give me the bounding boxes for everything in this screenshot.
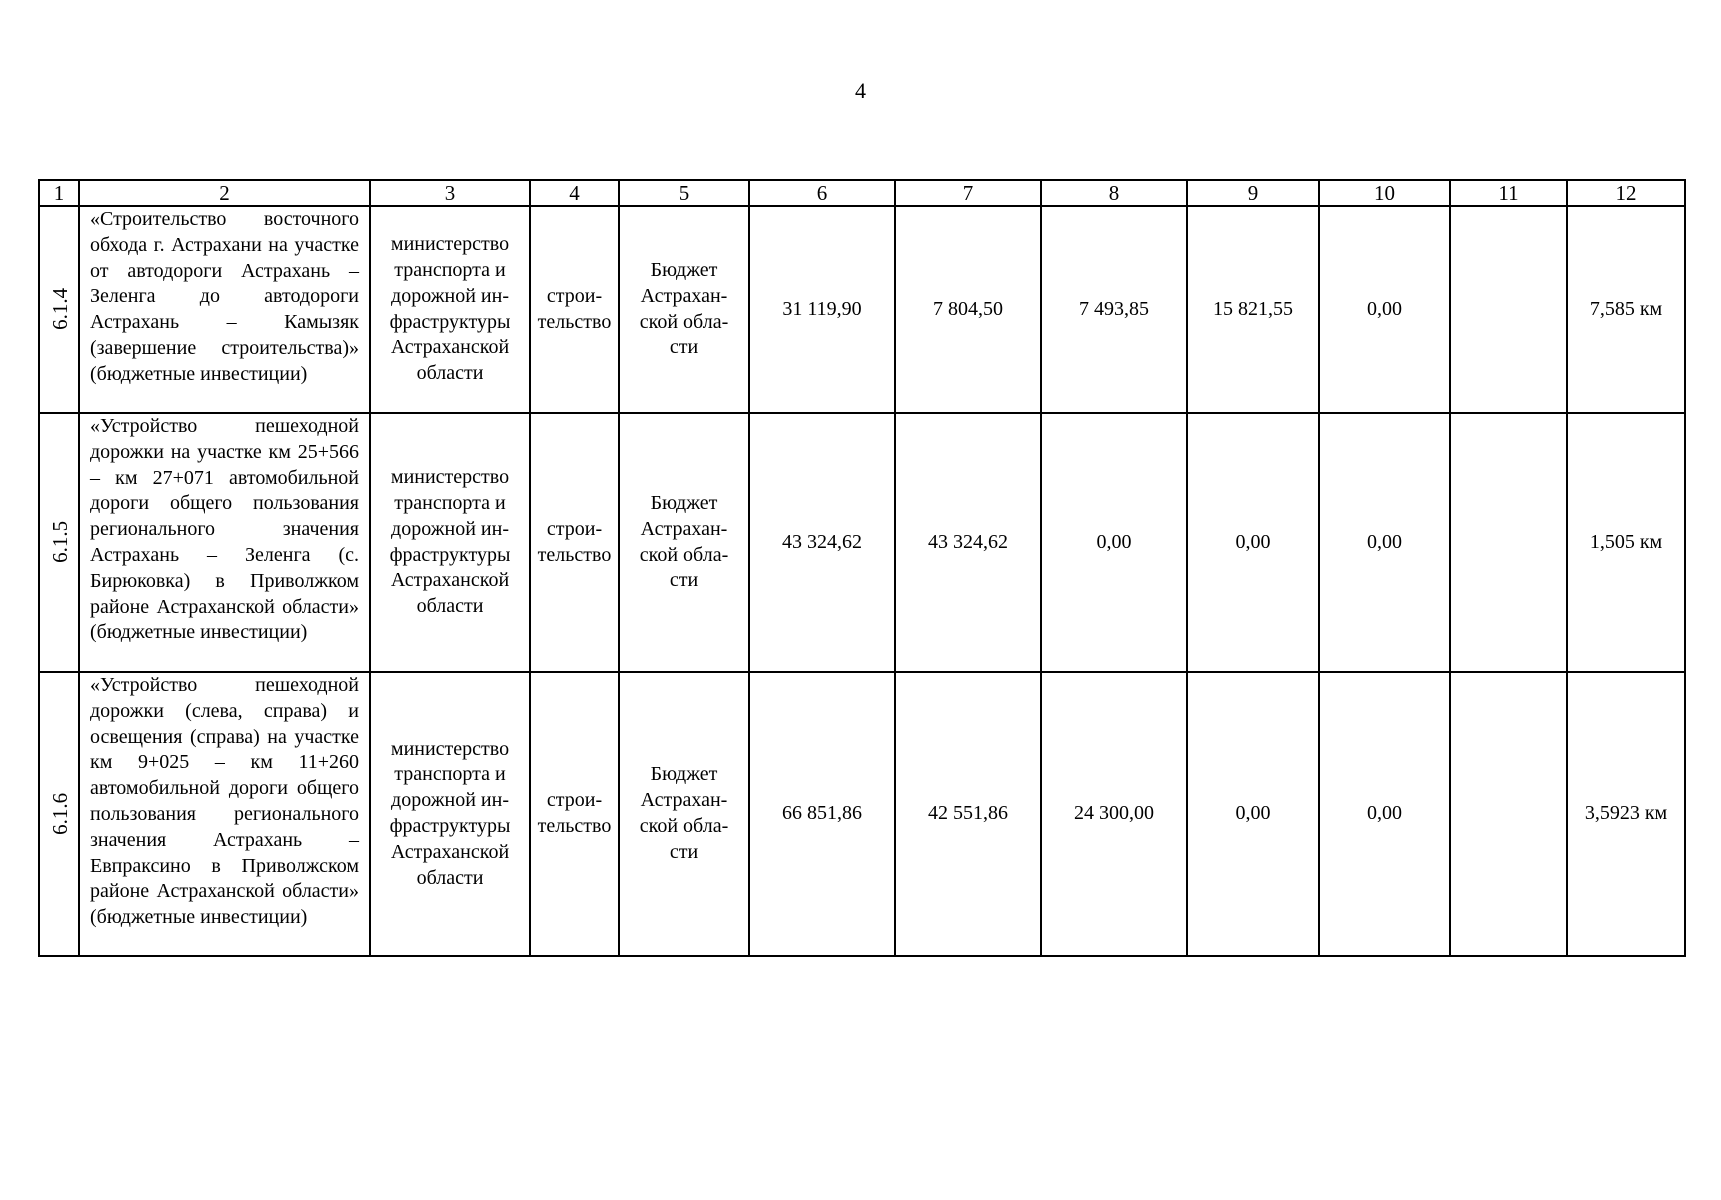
amount-col7: 43 324,62	[895, 413, 1041, 672]
work-type: строи- тельство	[530, 413, 619, 672]
column-header: 10	[1319, 180, 1450, 206]
row-number-cell	[39, 672, 79, 956]
amount-col9: 0,00	[1187, 672, 1319, 956]
amount-col9: 0,00	[1187, 413, 1319, 672]
project-name: «Строительство восточного обхода г. Астрахани на участке от автодороги Астрахань – Зеленга до автодороги Астрахань – Камызяк (завершение строительства)» (бюджетные инвестиции)	[79, 206, 370, 413]
executor: министерство транспорта и дорожной ин- фраструктуры Астраханской области	[370, 206, 530, 413]
row-number-cell	[39, 413, 79, 672]
column-header: 8	[1041, 180, 1187, 206]
table-header	[39, 180, 1685, 206]
column-header: 5	[619, 180, 749, 206]
column-header: 9	[1187, 180, 1319, 206]
amount-col7: 7 804,50	[895, 206, 1041, 413]
total-amount: 66 851,86	[749, 672, 895, 956]
header-row	[39, 180, 1685, 206]
column-header: 4	[530, 180, 619, 206]
work-type: строи- тельство	[530, 206, 619, 413]
row-number: 6.1.5	[48, 520, 73, 563]
budget-table	[38, 179, 1686, 957]
amount-col9: 15 821,55	[1187, 206, 1319, 413]
funding-source: Бюджет Астрахан- ской обла- сти	[619, 413, 749, 672]
amount-col10: 0,00	[1319, 413, 1450, 672]
amount-col11	[1450, 672, 1567, 956]
total-amount: 31 119,90	[749, 206, 895, 413]
project-name: «Устройство пешеходной дорожки (слева, справа) и освещения (справа) на участке км 9+025 – км 11+260 автомобильной дороги общего пользования регионального значения Астрахань – Евпраксино в Приволжском районе Астраханской области» (бюджетные инвестиции)	[79, 672, 370, 956]
column-header: 1	[39, 180, 79, 206]
row-number: 6.1.4	[48, 287, 73, 330]
amount-col10: 0,00	[1319, 206, 1450, 413]
page-number: 4	[855, 78, 866, 103]
project-name: «Устройство пешеходной дорожки на участке км 25+566 – км 27+071 автомобильной дороги общего пользования регионального значения Астрахань – Зеленга (с. Бирюковка) в Приволжком районе Астраханской области» (бюджетные инвестиции)	[79, 413, 370, 672]
executor: министерство транспорта и дорожной ин- фраструктуры Астраханской области	[370, 413, 530, 672]
amount-col8: 7 493,85	[1041, 206, 1187, 413]
length-value: 1,505 км	[1567, 413, 1685, 672]
column-header: 2	[79, 180, 370, 206]
column-header: 6	[749, 180, 895, 206]
work-type: строи- тельство	[530, 672, 619, 956]
column-header: 11	[1450, 180, 1567, 206]
executor: министерство транспорта и дорожной ин- фраструктуры Астраханской области	[370, 672, 530, 956]
amount-col8: 0,00	[1041, 413, 1187, 672]
column-header: 7	[895, 180, 1041, 206]
row-number: 6.1.6	[48, 792, 73, 835]
length-value: 3,5923 км	[1567, 672, 1685, 956]
funding-source: Бюджет Астрахан- ской обла- сти	[619, 206, 749, 413]
row-number-cell	[39, 206, 79, 413]
amount-col11	[1450, 206, 1567, 413]
table-row	[39, 206, 1685, 413]
amount-col10: 0,00	[1319, 672, 1450, 956]
total-amount: 43 324,62	[749, 413, 895, 672]
table-row	[39, 413, 1685, 672]
amount-col7: 42 551,86	[895, 672, 1041, 956]
table-row	[39, 672, 1685, 956]
column-header: 3	[370, 180, 530, 206]
column-header: 12	[1567, 180, 1685, 206]
length-value: 7,585 км	[1567, 206, 1685, 413]
amount-col8: 24 300,00	[1041, 672, 1187, 956]
amount-col11	[1450, 413, 1567, 672]
funding-source: Бюджет Астрахан- ской обла- сти	[619, 672, 749, 956]
